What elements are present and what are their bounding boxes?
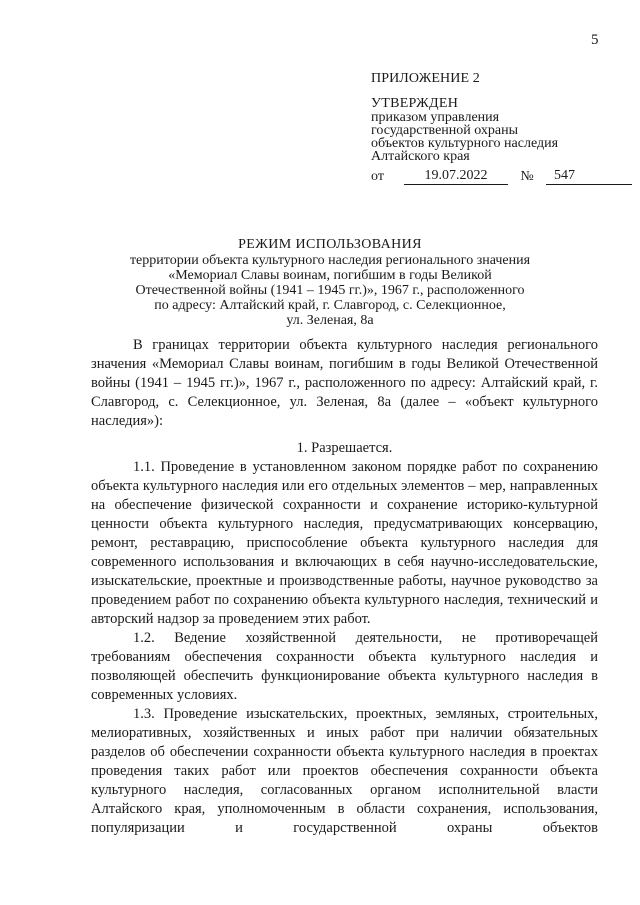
appendix-title: ПРИЛОЖЕНИЕ 2	[371, 71, 480, 86]
approval-line: Алтайского края	[371, 149, 470, 164]
section-heading: 1. Разрешается.	[296, 440, 393, 456]
approval-line: государственной охраны	[371, 123, 519, 138]
regime-title: РЕЖИМ ИСПОЛЬЗОВАНИЯ	[238, 237, 422, 252]
regime-subtitle-line: территории объекта культурного наследия регионального значения	[129, 253, 531, 268]
regime-subtitle-line: «Мемориал Славы воинам, погибшим в годы Великой	[168, 268, 492, 283]
item-1-3-paragraph: 1.3. Проведение изыскательских, проектных, земляных, строительных, мелиоративных, хозяйственных и иных работ при наличии обязательных разделов об обеспечении сохранности объекта культурного наследия в проектах проведения таких работ или проектов обеспечения сохранности объекта культурного наследия, согласованных органом исполнительной власти Алтайского края, уполномоченным в области сохранения, использования, популяризации и государственной охраны объектов	[91, 706, 598, 836]
appendix-block	[371, 70, 632, 185]
number-label: №	[520, 169, 534, 184]
page-number: 5	[591, 32, 599, 48]
document-body	[91, 336, 598, 838]
order-number: 547	[546, 167, 632, 185]
regime-subtitle-line: Отечественной войны (1941 – 1945 гг.)», 1967 г., расположенного	[135, 283, 525, 298]
regime-subtitle-line: по адресу: Алтайский край, г. Славгород, с. Селекционное,	[154, 298, 506, 313]
approval-line: объектов культурного наследия	[371, 136, 559, 151]
item-1-1-paragraph: 1.1. Проведение в установленном законом порядке работ по сохранению объекта культурного наследия или его отдельных элементов – мер, направленных на обеспечение физической сохранности и сохранение историко-культурной ценности объекта культурного наследия, предусматривающих консервацию, ремонт, реставрацию, приспособление объекта культурного наследия для современного использования и включающих в себя научно-исследовательские, изыскательские, проектные и производственные работы, научное руководство за проведением работ по сохранению объекта культурного наследия, технический и авторский надзор за проведением этих работ.	[91, 459, 598, 627]
regime-subtitle-line: ул. Зеленая, 8а	[286, 313, 374, 328]
approval-line: приказом управления	[371, 110, 500, 125]
intro-paragraph: В границах территории объекта культурного наследия регионального значения «Мемориал Славы воинам, погибшим в годы Великой Отечественной войны (1941 – 1945 гг.)», 1967 г., расположенного по адресу: Алтайский край, г. Славгород, с. Селекционное, ул. Зеленая, 8а (далее – «объект культурного наследия»):	[91, 337, 598, 429]
regime-heading-block	[60, 236, 600, 328]
order-date: 19.07.2022	[404, 167, 508, 185]
approved-heading: УТВЕРЖДЕН	[371, 96, 459, 111]
item-1-2-paragraph: 1.2. Ведение хозяйственной деятельности, не противоречащей требованиям обеспечения сохранности объекта культурного наследия и позволяющей обеспечить функционирование объекта культурного наследия в современных условиях.	[91, 630, 598, 703]
order-row	[371, 165, 632, 185]
from-label: от	[371, 169, 384, 184]
